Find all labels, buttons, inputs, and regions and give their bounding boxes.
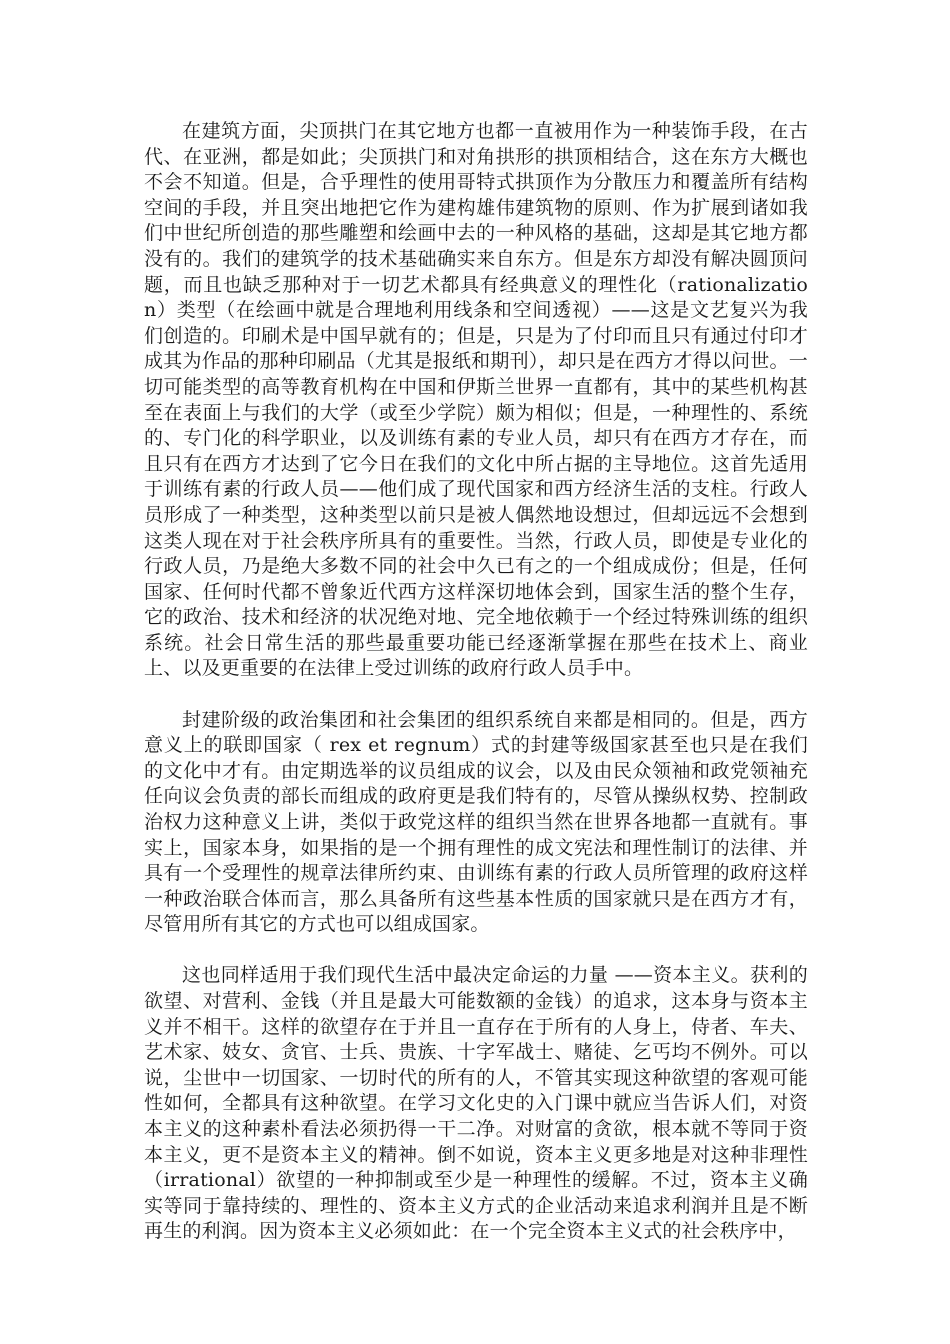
paragraph-capitalism: 这也同样适用于我们现代生活中最决定命运的力量 ——资本主义。获利的欲望、对营利、金钱（并且是最大可能数额的金钱）的追求，这本身与资本主义并不相干。这样的欲望存在于并且一直存在于所有的人身上，侍者、车夫、艺术家、妓女、贪官、士兵、贵族、十字军战士、赌徒、乞丐均不例外。可以说，尘世中一切国家、一切时代的所有的人，不管其实现这种欲望的客观可能性如何，全都具有这种欲望。在学习文化史的入门课中就应当告诉人们，对资本主义的这种素朴看法必须扔得一干二净。对财富的贪欲，根本就不等同于资本主义，更不是资本主义的精神。倒不如说，资本主义更多地是对这种非理性（irrational）欲望的一种抑制或至少是一种理性的缓解。不过，资本主义确实等同于靠持续的、理性的、资本主义方式的企业活动来追求利润并且是不断再生的利润。因为资本主义必须如此：在一个完全资本主义式的社会秩序中，: [144, 964, 808, 1243]
paragraph-state: 封建阶级的政治集团和社会集团的组织系统自来都是相同的。但是，西方意义上的联即国家（ rex et regnum）式的封建等级国家甚至也只是在我们的文化中才有。由定期选举的议员组成的议会，以及由民众领袖和政党领袖充任向议会负责的部长而组成的政府更是我们特有的，尽管从操纵权势、控制政治权力这种意义上讲，类似于政党这样的组织当然在世界各地都一直就有。事实上，国家本身，如果指的是一个拥有理性的成文宪法和理性制订的法律、并具有一个受理性的规章法律所约束、由训练有素的行政人员所管理的政府这样一种政治联合体而言，那么具备所有这些基本性质的国家就只是在西方才有，尽管用所有其它的方式也可以组成国家。: [144, 708, 808, 936]
document-page: [144, 119, 808, 1245]
paragraph-architecture: 在建筑方面，尖顶拱门在其它地方也都一直被用作为一种装饰手段，在古代、在亚洲，都是如此；尖顶拱门和对角拱形的拱顶相结合，这在东方大概也不会不知道。但是，合乎理性的使用哥特式拱顶作为分散压力和覆盖所有结构空间的手段，并且突出地把它作为建构雄伟建筑物的原则、作为扩展到诸如我们中世纪所创造的那些雕塑和绘画中去的一种风格的基础，这却是其它地方都没有的。我们的建筑学的技术基础确实来自东方。但是东方却没有解决圆顶问题，而且也缺乏那种对于一切艺术都具有经典意义的理性化（rationalization）类型（在绘画中就是合理地利用线条和空间透视）——这是文艺复兴为我们创造的。印刷术是中国早就有的；但是，只是为了付印而且只有通过付印才成其为作品的那种印刷品（尤其是报纸和期刊），却只是在西方才得以问世。一切可能类型的高等教育机构在中国和伊斯兰世界一直都有，其中的某些机构甚至在表面上与我们的大学（或至少学院）颇为相似；但是，一种理性的、系统的、专门化的科学职业，以及训练有素的专业人员，却只有在西方才存在，而且只有在西方才达到了它今日在我们的文化中所占据的主导地位。这首先适用于训练有素的行政人员——他们成了现代国家和西方经济生活的支柱。行政人员形成了一种类型，这种类型以前只是被人偶然地设想过，但却远远不会想到这类人现在对于社会秩序所具有的重要性。当然，行政人员，即使是专业化的行政人员，乃是绝大多数不同的社会中久已有之的一个组成成份；但是，任何国家、任何时代都不曾象近代西方这样深切地体会到，国家生活的整个生存，它的政治、技术和经济的状况绝对地、完全地依赖于一个经过特殊训练的组织系统。社会日常生活的那些最重要功能已经逐渐掌握在那些在技术上、商业上、以及更重要的在法律上受过训练的政府行政人员手中。: [144, 120, 808, 680]
